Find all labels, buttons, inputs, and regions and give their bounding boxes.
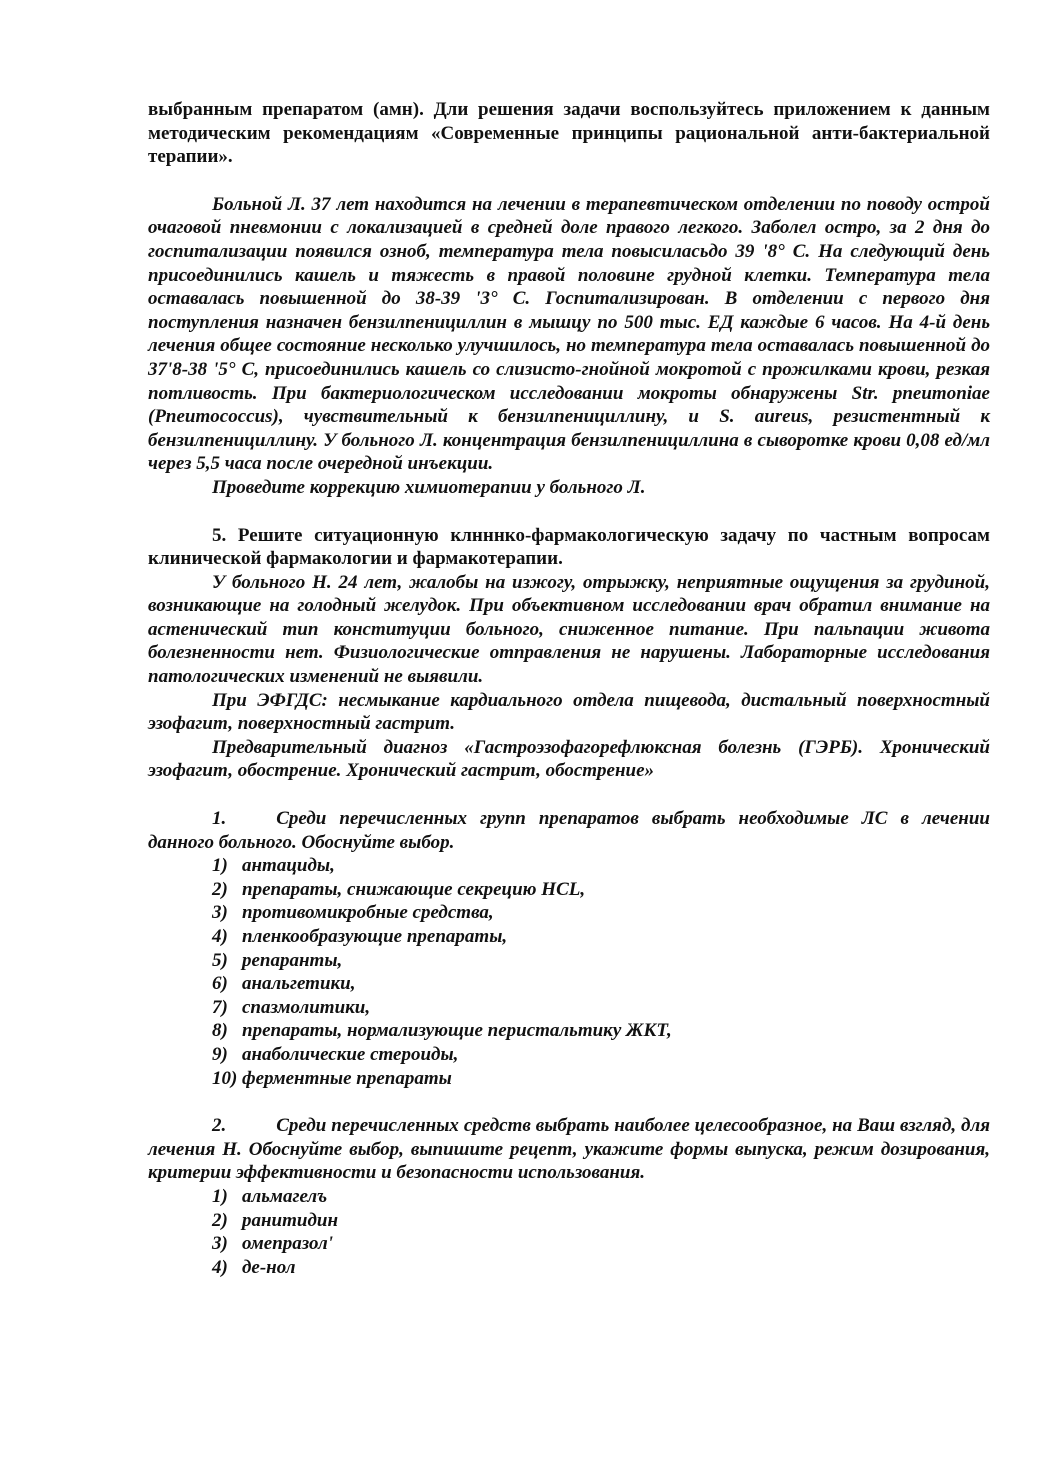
question2-options	[148, 1185, 990, 1279]
question2-text	[148, 1114, 990, 1185]
question1-body: Среди перечисленных групп препаратов выбрать необходимые ЛС в лечении данного больного. Обоснуйте выбор.	[148, 808, 990, 853]
list-item	[148, 1019, 990, 1043]
list-item-text: ферментные препараты	[242, 1067, 452, 1089]
list-item	[148, 949, 990, 973]
spacer	[148, 169, 990, 193]
question2-body: Среди перечисленных средств выбрать наиболее целесообразное, на Ваш взгляд, для лечения Н. Обоснуйте выбор, выпишите рецепт, укажите формы выпуска, режим дозирования, критерии эффективности и безопасности использования.	[148, 1115, 990, 1184]
case-l-task: Проведите коррекцию химиотерапии у больного Л.	[212, 476, 646, 498]
list-item-text: препараты, нормализующие перистальтику ЖКТ,	[242, 1020, 672, 1042]
list-item-text: анальгетики,	[242, 973, 356, 995]
question2-number: 2.	[212, 1115, 227, 1137]
spacer	[148, 783, 990, 807]
task5-diagnosis: Предварительный диагноз «Гастроэзофагорефлюксная болезнь (ГЭРБ). Хронический эзофагит, обострение. Хронический гастрит, обострение»	[148, 736, 990, 782]
case-l-paragraph: Больной Л. 37 лет находится на лечении в терапевтическом отделении по поводу острой очаговой пневмонии с локализацией в средней доле правого легкого. Заболел остро, за 2 дня до госпитализации появился озноб, температура тела повысиласьдо 39 '8° С. На следующий день присоединились кашель и тяжесть в правой половине грудной клетки. Температура тела оставалась повышенной до 38-39 '3° С. Госпитализирован. В отделении с первого дня поступления назначен бензилпенициллин в мышцу по 500 тыс. ЕД каждые 6 часов. На 4-й день лечения общее состояние несколько улучшилось, но температура тела оставалась повышенной до 37'8-38 '5° С, присоединились кашель со слизисто-гнойной мокротой с прожилками крови, резкая потливость. При бактериологическом исследовании мокроты обнаружены Str. pneumoniae (Pneumococcus), чувствительный к бензилпенициллину, и S. aureus, резистентный к бензилпенициллину. У больного Л. концентрация бензилпенициллина в сыворотке крови 0,08 ед/мл через 5,5 часа после очередной инъекции.	[148, 193, 990, 475]
list-item	[148, 1067, 990, 1091]
list-item	[148, 1043, 990, 1067]
list-item	[148, 1256, 990, 1280]
list-item-number: 10)	[212, 1067, 238, 1089]
list-item	[148, 925, 990, 949]
list-item-number: 8)	[212, 1020, 228, 1042]
list-item-number: 4)	[212, 926, 228, 947]
question1-options	[148, 854, 990, 1090]
list-item-number: 4)	[212, 1256, 228, 1278]
question1-text	[148, 807, 990, 854]
list-item-text: спазмолитики,	[242, 996, 371, 1018]
list-item-text: препараты, снижающие секрецию HCL,	[242, 878, 586, 900]
intro-paragraph: выбранным препаратом (амн). Дли решения задачи воспользуйтесь приложением к данным методическим рекомендациям «Современные принципы рациональной анти-бактериальной терапии».	[148, 99, 990, 168]
list-item	[148, 996, 990, 1020]
task5-efgds: При ЭФГДС: несмыкание кардиального отдела пищевода, дистальный поверхностный эзофагит, поверхностный гастрит.	[148, 689, 990, 735]
task5-heading: 5. Решите ситуационную клнннко-фармакологическую задачу по частным вопросам клинической фармакологии и фармакотерапии.	[148, 524, 990, 570]
list-item-number: 1)	[212, 855, 228, 877]
list-item-text: омепразол'	[242, 1233, 334, 1255]
list-item-text: альмагелъ	[242, 1185, 328, 1207]
list-item-text: репаранты,	[242, 949, 343, 971]
list-item	[148, 1209, 990, 1233]
list-item-number: 9)	[212, 1043, 228, 1065]
list-item	[148, 972, 990, 996]
list-item-number: 5)	[212, 949, 228, 971]
list-item-number: 2)	[212, 1209, 228, 1231]
spacer	[148, 500, 990, 524]
list-item	[148, 878, 990, 902]
question1-number: 1.	[212, 808, 227, 830]
list-item-number: 7)	[212, 996, 228, 1018]
task5-case: У больного Н. 24 лет, жалобы на изжогу, отрыжку, неприятные ощущения за грудиной, возникающие на голодный желудок. При объективном исследовании врач обратил внимание на астенический тип конституции больного, сниженное питание. При пальпации живота болезненности нет. Физиологические отправления не нарушены. Лабораторные исследования патологических изменений не выявили.	[148, 571, 990, 688]
list-item-text: анаболические стероиды,	[242, 1043, 459, 1065]
document-page	[148, 98, 990, 1279]
list-item	[148, 854, 990, 878]
list-item-text: ранитидин	[242, 1209, 339, 1231]
list-item-text: антациды,	[242, 855, 335, 877]
list-item-text: противомикробные средства,	[242, 902, 494, 924]
list-item	[148, 1232, 990, 1256]
list-item-number: 2)	[212, 878, 228, 900]
list-item	[148, 901, 990, 925]
list-item-number: 6)	[212, 973, 228, 995]
list-item-number: 3)	[212, 1233, 228, 1255]
list-item-number: 1)	[212, 1185, 228, 1207]
list-item-text: пленкообразующие препараты,	[242, 926, 508, 947]
spacer	[148, 1090, 990, 1114]
list-item	[148, 1185, 990, 1209]
list-item-number: 3)	[212, 902, 228, 924]
list-item-text: де-нол	[242, 1256, 296, 1278]
